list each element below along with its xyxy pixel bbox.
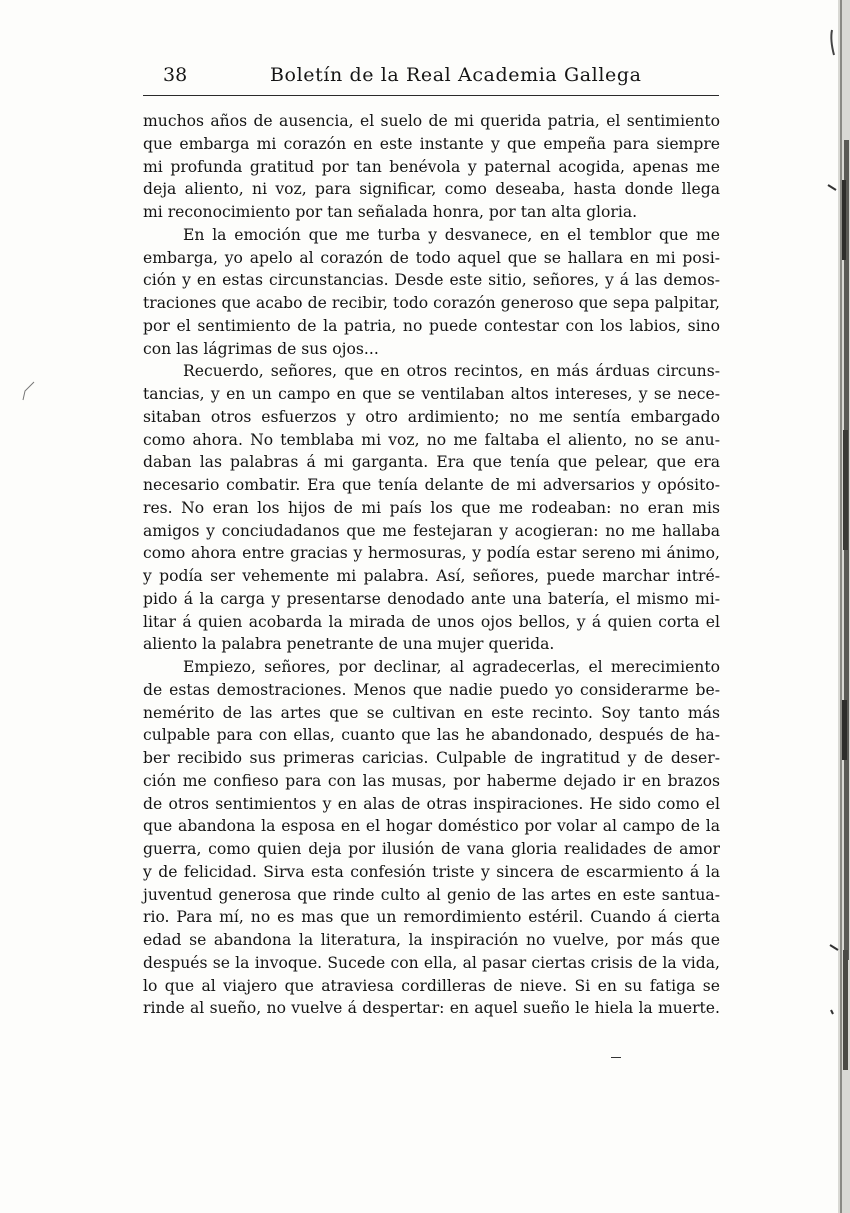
text-line: En la emoción que me turba y desvanece, en el temblor que me: [183, 225, 720, 244]
text-line: de estas demostraciones. Menos que nadie puedo yo considerarme be-: [143, 680, 720, 699]
text-line: que abandona la esposa en el hogar doméstico por volar al campo de la: [143, 817, 720, 836]
text-line: tancias, y en un campo en que se ventilaban altos intereses, y se nece-: [143, 385, 720, 403]
text-line: mi profunda gratitud por tan benévola y paternal acogida, apenas me: [143, 157, 720, 176]
text-line: que embarga mi corazón en este instante y que empeña para siempre: [143, 134, 720, 153]
text-line: ción me confieso para con las musas, por haberme dejado ir en brazos: [143, 771, 720, 790]
text-line: ción y en estas circunstancias. Desde este sitio, señores, y á las demos-: [143, 271, 720, 290]
text-line: embarga, yo apelo al corazón de todo aquel que se hallara en mi posi-: [143, 248, 720, 267]
text-line: y de felicidad. Sirva esta confesión triste y sincera de escarmiento á la: [143, 862, 720, 881]
text-line: ber recibido sus primeras caricias. Culpable de ingratitud y de deser-: [143, 749, 720, 767]
scanned-page-edge: [816, 0, 850, 1213]
text-line: deja aliento, ni voz, para significar, como deseaba, hasta donde llega: [143, 180, 720, 199]
text-line: edad se abandona la literatura, la inspiración no vuelve, por más que: [143, 931, 720, 949]
text-line: aliento la palabra penetrante de una mujer querida.: [143, 635, 555, 654]
text-line: guerra, como quien deja por ilusión de vana gloria realidades de amor: [143, 840, 720, 858]
text-line: amigos y conciudadanos que me festejaran y acogieran: no me hallaba: [143, 521, 720, 540]
text-line: mi reconocimiento por tan señalada honra, por tan alta gloria.: [143, 203, 638, 221]
text-line: lo que al viajero que atraviesa cordilleras de nieve. Si en su fatiga se: [143, 976, 720, 995]
ink-speck-decoration: [22, 380, 36, 402]
text-line: Recuerdo, señores, que en otros recintos, en más árduas circuns-: [183, 362, 720, 381]
text-line: sitaban otros esfuerzos y otro ardimiento; no me sentía embargado: [143, 407, 720, 426]
text-line: culpable para con ellas, cuanto que las he abandonado, después de ha-: [143, 726, 720, 745]
text-line: daban las palabras á mi garganta. Era que tenía que pelear, que era: [143, 453, 720, 472]
text-line: pido á la carga y presentarse denodado ante una batería, el mismo mi-: [143, 589, 720, 608]
text-line: rinde al sueño, no vuelve á despertar: en aquel sueño le hiela la muerte.: [143, 999, 720, 1018]
running-head: Boletín de la Real Academia Gallega: [270, 64, 642, 86]
text-line: como ahora entre gracias y hermosuras, y podía estar sereno mi ánimo,: [143, 544, 720, 563]
text-line: con las lágrimas de sus ojos...: [143, 339, 379, 358]
text-line: y podía ser vehemente mi palabra. Así, señores, puede marchar intré-: [143, 567, 720, 585]
foot-mark: [611, 1057, 621, 1058]
text-line: después se la invoque. Sucede con ella, al pasar ciertas crisis de la vida,: [143, 953, 720, 972]
text-line: res. No eran los hijos de mi país los que me rodeaban: no eran mis: [143, 498, 720, 517]
body-text: [143, 110, 720, 1020]
page-number: 38: [163, 64, 188, 86]
text-line: Empiezo, señores, por declinar, al agradecerlas, el merecimiento: [183, 658, 720, 676]
text-line: litar á quien acobarda la mirada de unos ojos bellos, y á quien corta el: [143, 612, 720, 631]
text-line: rio. Para mí, no es mas que un remordimiento estéril. Cuando á cierta: [143, 908, 720, 927]
text-line: por el sentimiento de la patria, no puede contestar con los labios, sino: [143, 316, 720, 335]
text-line: de otros sentimientos y en alas de otras inspiraciones. He sido como el: [143, 794, 720, 813]
text-line: juventud generosa que rinde culto al genio de las artes en este santua-: [143, 885, 720, 904]
text-line: muchos años de ausencia, el suelo de mi querida patria, el sentimiento: [143, 112, 720, 130]
text-line: como ahora. No temblaba mi voz, no me faltaba el aliento, no se anu-: [143, 430, 720, 449]
text-line: necesario combatir. Era que tenía delante de mi adversarios y opósito-: [143, 476, 720, 494]
page-header: [143, 62, 718, 92]
text-line: traciones que acabo de recibir, todo corazón generoso que sepa palpitar,: [143, 294, 720, 312]
text-line: nemérito de las artes que se cultivan en este recinto. Soy tanto más: [143, 703, 720, 722]
header-rule: [143, 95, 719, 96]
